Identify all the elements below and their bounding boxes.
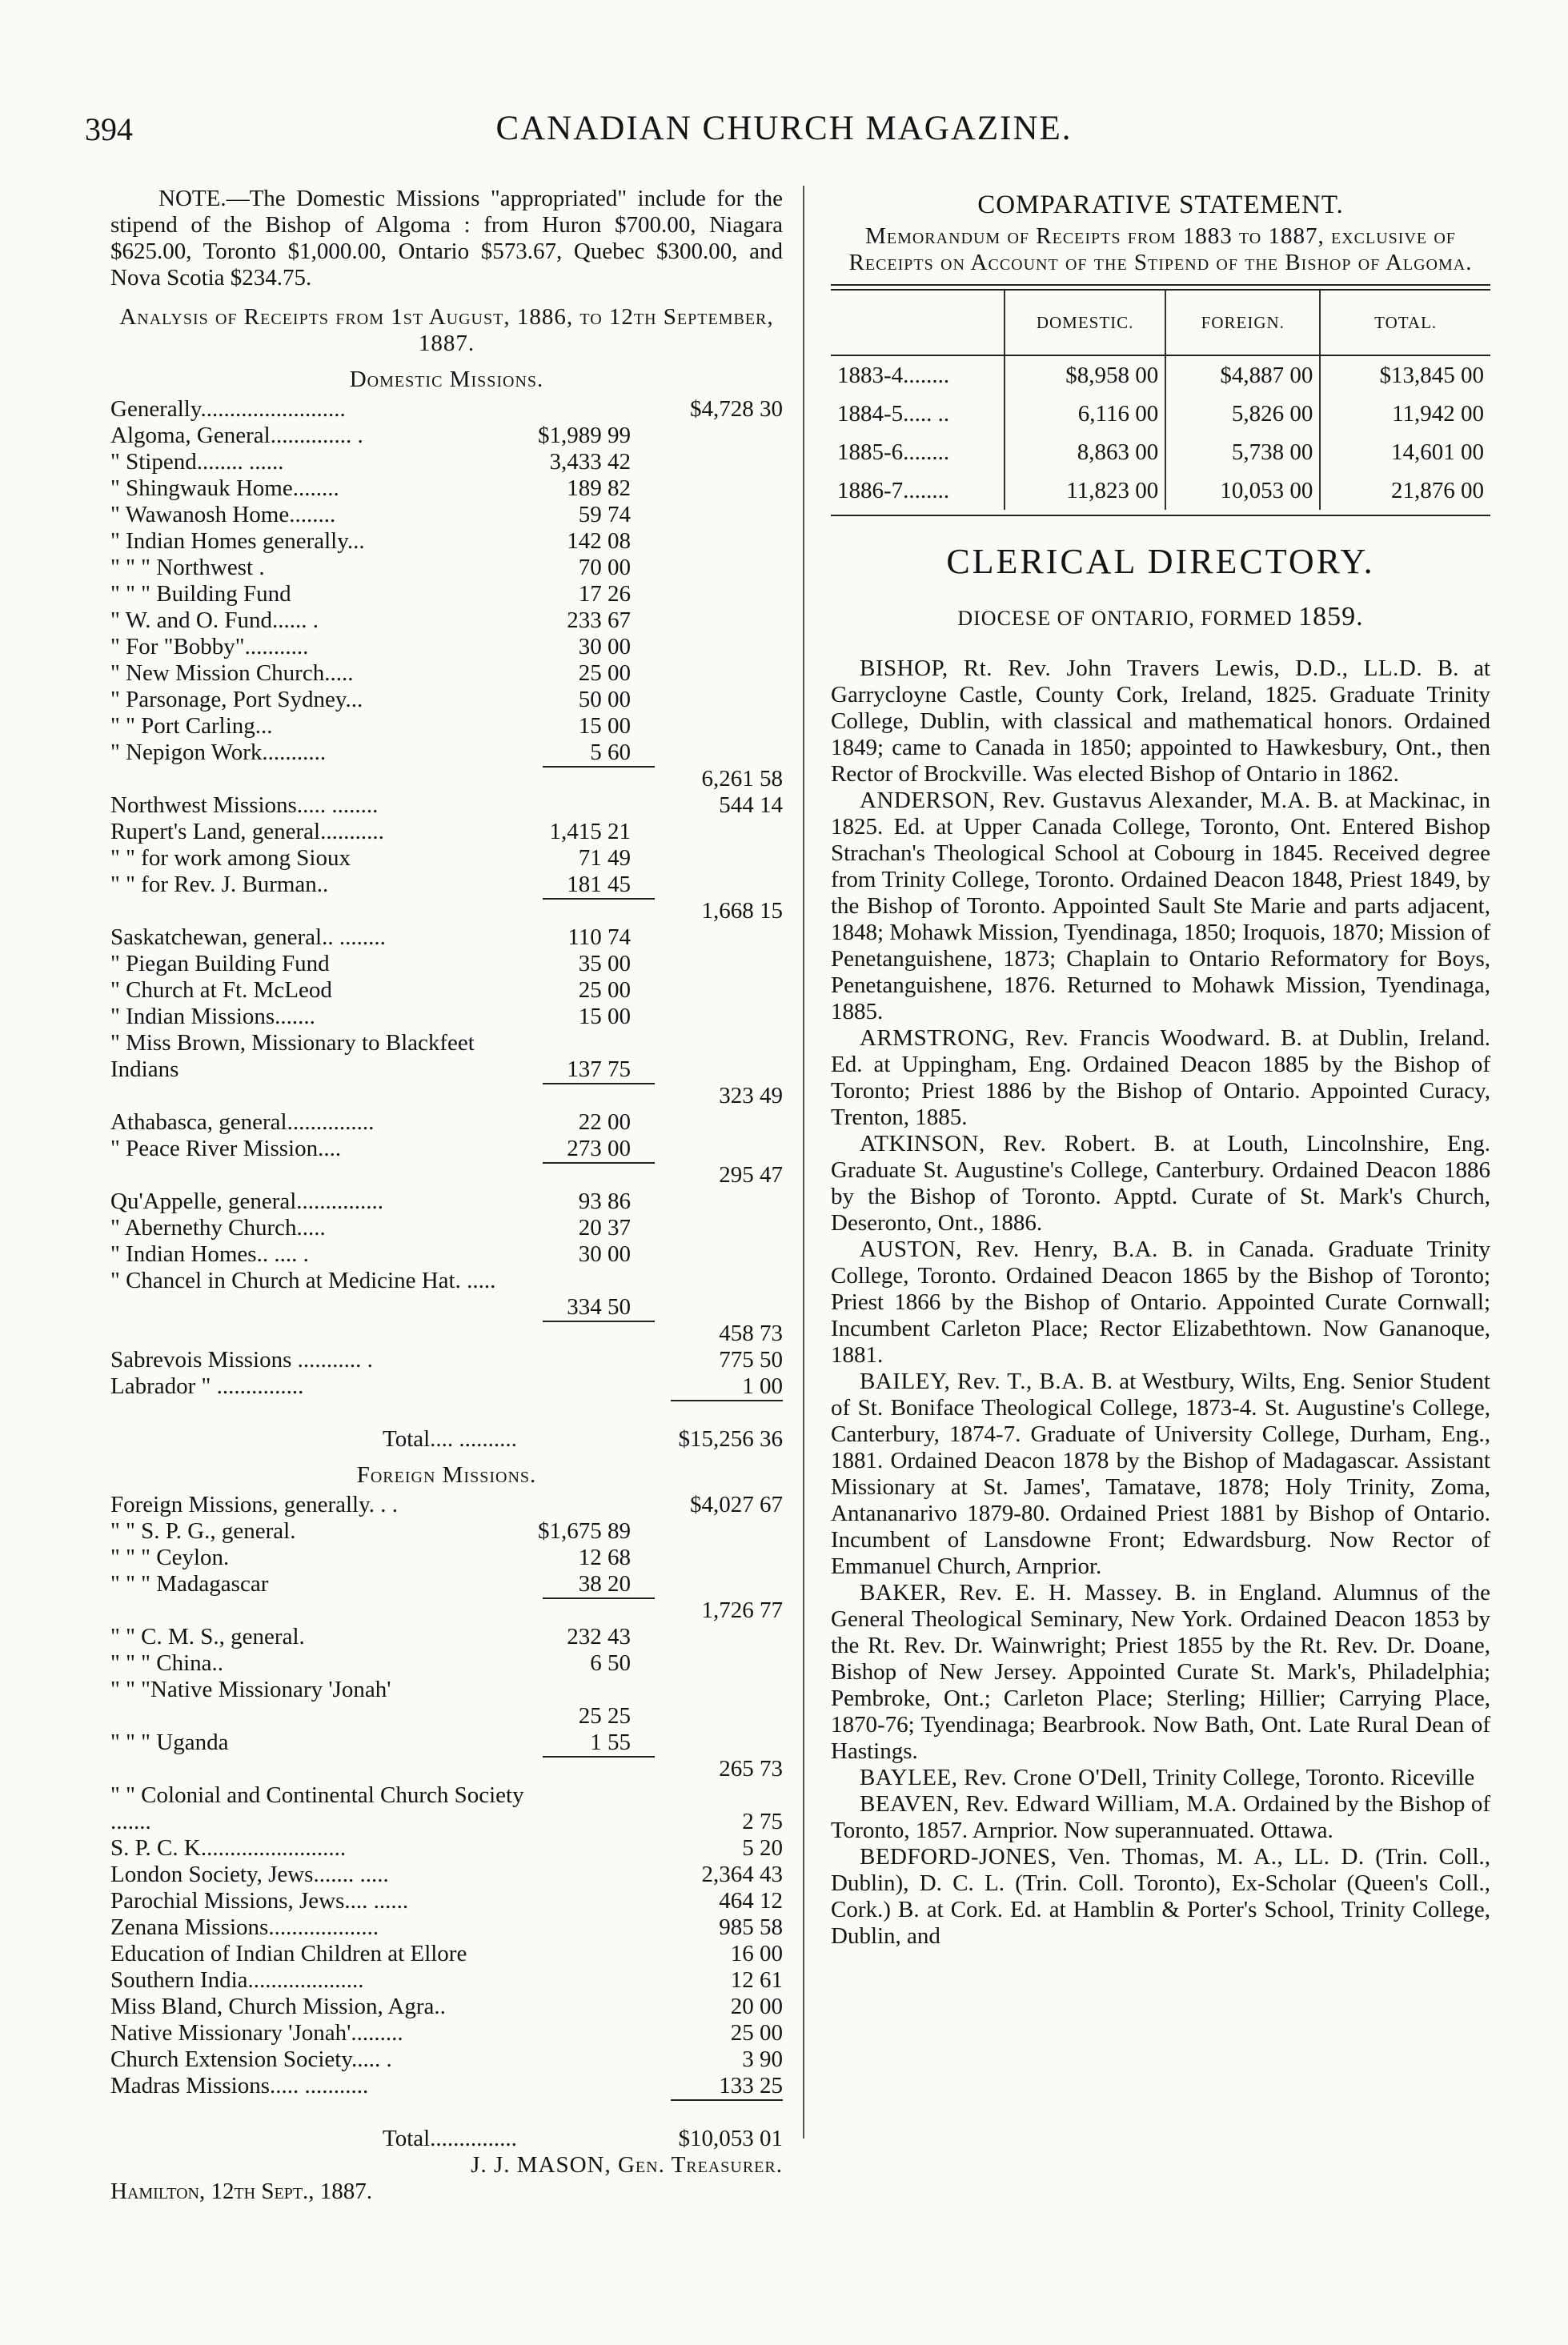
ledger-label: Qu'Appelle, general............... — [110, 1189, 384, 1214]
ledger-label: Madras Missions..... ........... — [110, 2073, 369, 2098]
ledger-label: Generally......................... — [110, 396, 346, 422]
comparative-table-body — [831, 355, 1490, 510]
ledger-item-amount: 17 26 — [578, 581, 631, 607]
ledger-item-amount: 3,433 42 — [549, 449, 631, 475]
ledger-item-amount: 71 49 — [578, 845, 631, 871]
ledger-item-amount: 93 86 — [578, 1189, 631, 1214]
directory-entry — [831, 1369, 1490, 1580]
ledger-item-amount: 137 75 — [567, 1056, 631, 1082]
ledger-label: " " " Ceylon. — [110, 1545, 230, 1570]
ledger-item-amount: 25 00 — [578, 660, 631, 686]
ledger-label: Athabasca, general............... — [110, 1109, 375, 1135]
ledger-row — [110, 1835, 783, 1862]
foreign-cell: 5,738 00 — [1165, 433, 1320, 471]
ledger-subtotal: 458 73 — [719, 1321, 783, 1346]
ledger-row — [110, 1677, 783, 1730]
domestic-total-label: Total.... .......... — [383, 1426, 517, 1452]
ledger-amount: $4,728 30 — [690, 396, 783, 422]
ledger-item-amount: 35 00 — [578, 951, 631, 976]
ledger-label: " Abernethy Church..... — [110, 1215, 326, 1241]
ledger-row — [110, 1030, 783, 1083]
directory-entry — [831, 1237, 1490, 1369]
ledger-amount: 985 58 — [719, 1914, 783, 1940]
table-row — [831, 355, 1490, 395]
ledger-row — [110, 1782, 783, 1835]
ledger-row — [110, 1756, 783, 1782]
subtotal-rule — [543, 766, 655, 768]
year-cell: 1884-5..... .. — [837, 400, 950, 427]
clergy-biography: Trinity College, Toronto. Riceville — [1148, 1765, 1475, 1790]
ledger-row — [110, 687, 783, 713]
ledger-row — [110, 1347, 783, 1373]
ledger-row — [110, 1994, 783, 2020]
clergy-biography: B. at Louth, Lincolnshire, Eng. Graduate St. Augustine's College, Canterbury. Ordained Deacon 1886 by the Bishop of Toronto. Apptd. Curate of St. Mark's Church, Deseronto, Ont., 1886. — [831, 1131, 1490, 1236]
domestic-total-amount: $15,256 36 — [678, 1426, 783, 1452]
total-rule — [671, 1400, 783, 1401]
clergy-name: BEAVEN, Rev. Edward William, M.A. — [860, 1791, 1237, 1817]
table-bottom-rule — [831, 515, 1490, 516]
clergy-biography: B. in Canada. Graduate Trinity College, Toronto. Ordained Deacon 1865 by the Bishop of Toronto; Priest 1866 by the Bishop of Ontario. Appointed Curate Cornwall; Incumbent Carleton Place; Rector Elizabethtown. Now Gananoque, 1881. — [831, 1237, 1490, 1368]
ledger-label: " " " Uganda — [110, 1730, 229, 1755]
domestic-missions-list — [110, 396, 783, 1400]
ledger-amount: 1 00 — [742, 1373, 783, 1399]
ledger-row — [110, 1241, 783, 1268]
ledger-label: " Stipend........ ...... — [110, 449, 284, 475]
clergy-biography: B. at Mackinac, in 1825. Ed. at Upper Canada College, Toronto, Ont. Entered Bishop Strachan's Theological School at Cobourg in 1845. Received degree from Trinity College, Toronto. Ordained Deacon 1848, Priest 1849, by the Bishop of Toronto. Appointed Sault Ste Marie and parts adjacent, 1848; Mohawk Mission, Tyendinaga, 1850; Iroquois, 1870; Mission of Penetanguishene, 1873; Chaplain to Ontario Reformatory for Boys, Penetanguishene, 1876. Returned to Mohawk Mission, Tyendinaga, 1885. — [831, 788, 1490, 1024]
ledger-row — [110, 845, 783, 872]
ledger-item-amount: 30 00 — [578, 1241, 631, 1267]
treasurer-signoff: J. J. MASON, Gen. Treasurer. — [471, 2152, 783, 2178]
ledger-label: Education of Indian Children at Ellore — [110, 1941, 467, 1966]
ledger-item-amount: 142 08 — [567, 528, 631, 554]
ledger-row — [110, 1862, 783, 1888]
total-cell: 14,601 00 — [1320, 433, 1490, 471]
ledger-label: " Wawanosh Home........ — [110, 502, 336, 527]
ledger-amount: 25 00 — [730, 2020, 783, 2046]
ledger-row — [110, 1597, 783, 1624]
directory-entry — [831, 1131, 1490, 1237]
subtotal-rule — [543, 1597, 655, 1599]
ledger-row — [110, 449, 783, 475]
ledger-row — [110, 555, 783, 581]
ledger-row — [110, 1518, 783, 1545]
ledger-row — [110, 1083, 783, 1109]
ledger-label: Native Missionary 'Jonah'......... — [110, 2020, 403, 2046]
foreign-cell: $4,887 00 — [1165, 355, 1320, 395]
ledger-label: " New Mission Church..... — [110, 660, 354, 686]
subtotal-rule — [543, 1162, 655, 1164]
clergy-biography: Ordained by the Bishop of Toronto, 1857. Arnprior. Now superannuated. Ottawa. — [831, 1791, 1491, 1843]
directory-entry — [831, 1765, 1490, 1791]
ledger-label: " Piegan Building Fund — [110, 951, 330, 976]
ledger-item-amount: 15 00 — [578, 1004, 631, 1029]
ledger-subtotal: 323 49 — [719, 1083, 783, 1108]
ledger-amount: 5 20 — [742, 1835, 783, 1861]
diocese-heading — [831, 603, 1490, 631]
directory-entry — [831, 788, 1490, 1025]
ledger-amount: 2 75 — [742, 1809, 783, 1834]
directory-entry — [831, 1844, 1490, 1950]
left-column — [110, 186, 783, 2205]
ledger-subtotal: 1,668 15 — [701, 898, 783, 924]
domestic-cell: 11,823 00 — [1005, 471, 1165, 510]
note-paragraph: NOTE.—The Domestic Missions "appropriated" include for the stipend of the Bishop of Algoma : from Huron $700.00, Niagara $625.00, Toronto $1,000.00, Ontario $573.67, Quebec $300.00, and Nova Scotia $234.75. — [110, 186, 783, 291]
ledger-amount: 464 12 — [719, 1888, 783, 1914]
diocese-text: DIOCESE OF ONTARIO, FORMED — [957, 607, 1299, 630]
diocese-year: 1859. — [1298, 602, 1364, 631]
ledger-row — [110, 977, 783, 1004]
signoff-place-date: Hamilton, 12th Sept., 1887. — [110, 2179, 373, 2204]
ledger-row — [110, 1730, 783, 1756]
clergy-biography: B. at Dublin, Ireland. Ed. at Uppingham, Eng. Ordained Deacon 1885 by the Bishop of Toronto; Priest 1886 by the Bishop of Ontario. Appointed Curacy, Trenton, 1885. — [831, 1025, 1490, 1130]
comparative-statement-title: COMPARATIVE STATEMENT. — [977, 190, 1344, 219]
ledger-label: " " for work among Sioux — [110, 845, 351, 871]
ledger-row — [110, 713, 783, 740]
table-row — [831, 433, 1490, 471]
header-domestic: DOMESTIC. — [1005, 291, 1165, 355]
ledger-label: " " Colonial and Continental Church Society ....... — [110, 1782, 524, 1834]
ledger-amount: 3 90 — [742, 2046, 783, 2072]
foreign-total-rule-row — [110, 2099, 783, 2126]
header-foreign: FOREIGN. — [1165, 291, 1320, 355]
ledger-label: Algoma, General.............. . — [110, 423, 363, 448]
comparative-memo: Memorandum of Receipts from 1883 to 1887, exclusive of Receipts on Account of the Stipend of the Bishop of Algoma. — [848, 223, 1473, 275]
ledger-amount: 12 61 — [730, 1967, 783, 1993]
ledger-label: S. P. C. K......................... — [110, 1835, 347, 1861]
ledger-item-amount: 15 00 — [578, 713, 631, 739]
ledger-amount: 544 14 — [719, 792, 783, 818]
domestic-cell: 8,863 00 — [1005, 433, 1165, 471]
clergy-biography: B. in England. Alumnus of the General Theological Seminary, New York. Ordained Deacon 1853 by the Rt. Rev. Dr. Wainwright; Priest 1855 by the Rt. Rev. Dr. Doane, Bishop of New Jersey. Appointed Curate St. Mark's, Philadelphia; Pembroke, Ont.; Carleton Place; Sterling; Hillier; Carrying Place, 1870-76; Tyendinaga; Bearbrook. Now Bath, Ont. Late Rural Dean of Hastings. — [831, 1580, 1490, 1764]
subtotal-rule — [543, 898, 655, 900]
directory-entry — [831, 1791, 1490, 1844]
ledger-row — [110, 1215, 783, 1241]
year-cell: 1885-6........ — [837, 439, 950, 465]
ledger-item-amount: 334 50 — [567, 1294, 631, 1320]
ledger-amount: 20 00 — [730, 1994, 783, 2019]
ledger-label: " " C. M. S., general. — [110, 1624, 305, 1650]
ledger-row — [110, 740, 783, 766]
ledger-label: " For "Bobby"........... — [110, 634, 309, 659]
ledger-amount: $4,027 67 — [690, 1492, 783, 1517]
ledger-label: " Indian Missions....... — [110, 1004, 315, 1029]
ledger-row — [110, 1914, 783, 1941]
ledger-label: Southern India.................... — [110, 1967, 364, 1993]
ledger-row — [110, 528, 783, 555]
ledger-item-amount: 181 45 — [567, 872, 631, 897]
ledger-subtotal: 295 47 — [719, 1162, 783, 1188]
ledger-item-amount: 38 20 — [578, 1571, 631, 1597]
ledger-row — [110, 1321, 783, 1347]
ledger-row — [110, 819, 783, 845]
subtotal-rule — [543, 1756, 655, 1758]
foreign-missions-heading: Foreign Missions. — [356, 1462, 537, 1488]
page-title: CANADIAN CHURCH MAGAZINE. — [495, 110, 1073, 147]
ledger-row — [110, 1162, 783, 1189]
table-header-row — [831, 291, 1490, 355]
ledger-row — [110, 951, 783, 977]
clergy-biography: (Trin. Coll., Dublin), D. C. L. (Trin. Coll. Toronto), Ex-Scholar (Queen's Coll., Cork.) B. at Cork. Ed. at Hamblin & Porter's School, Trinity College, Dublin, and — [831, 1844, 1490, 1949]
year-cell: 1886-7........ — [837, 477, 950, 503]
header-total: TOTAL. — [1320, 291, 1490, 355]
ledger-amount: 2,364 43 — [701, 1862, 783, 1887]
ledger-row — [110, 1189, 783, 1215]
ledger-row — [110, 766, 783, 792]
clergy-name: BAKER, Rev. E. H. Massey. — [860, 1580, 1163, 1605]
ledger-label: " " " Madagascar — [110, 1571, 269, 1597]
ledger-label: Miss Bland, Church Mission, Agra.. — [110, 1994, 446, 2019]
ledger-label: Sabrevois Missions ........... . — [110, 1347, 373, 1373]
clergy-biography: B. at Garrycloyne Castle, County Cork, Ireland, 1825. Graduate Trinity College, Dublin, with classical and mathematical honors. Ordained 1849; came to Canada in 1850; appointed to Hawkesbury, Ont., then Rector of Brockville. Was elected Bishop of Ontario in 1862. — [831, 655, 1490, 787]
foreign-missions-list — [110, 1492, 783, 2099]
ledger-item-amount: 50 00 — [578, 687, 631, 712]
ledger-row — [110, 581, 783, 607]
foreign-total-label: Total............... — [383, 2126, 517, 2151]
ledger-item-amount: $1,675 89 — [538, 1518, 631, 1544]
right-column — [831, 186, 1490, 1950]
ledger-row — [110, 1624, 783, 1650]
domestic-cell: 6,116 00 — [1005, 395, 1165, 433]
ledger-item-amount: 189 82 — [567, 475, 631, 501]
ledger-label: " Miss Brown, Missionary to Blackfeet Indians — [110, 1030, 475, 1082]
ledger-item-amount: $1,989 99 — [538, 423, 631, 448]
foreign-cell: 5,826 00 — [1165, 395, 1320, 433]
year-cell: 1883-4........ — [837, 362, 950, 388]
clergy-name: BISHOP, Rt. Rev. John Travers Lewis, D.D., LL.D. — [860, 655, 1423, 681]
ledger-row — [110, 1373, 783, 1400]
ledger-row — [110, 898, 783, 924]
ledger-item-amount: 22 00 — [578, 1109, 631, 1135]
ledger-amount: 16 00 — [730, 1941, 783, 1966]
total-cell: 11,942 00 — [1320, 395, 1490, 433]
ledger-label: " " " Building Fund — [110, 581, 291, 607]
directory-entry — [831, 655, 1490, 788]
ledger-label: Foreign Missions, generally. . . — [110, 1492, 398, 1517]
clerical-directory-title: CLERICAL DIRECTORY. — [946, 542, 1375, 581]
domestic-cell: $8,958 00 — [1005, 355, 1165, 395]
ledger-item-amount: 233 67 — [567, 607, 631, 633]
domestic-total-row — [110, 1426, 783, 1453]
clergy-name: ANDERSON, Rev. Gustavus Alexander, M.A. — [860, 788, 1311, 813]
year-header — [831, 291, 1005, 355]
table-row — [831, 395, 1490, 433]
ledger-item-amount: 25 00 — [578, 977, 631, 1003]
foreign-total-amount: $10,053 01 — [678, 2126, 783, 2151]
ledger-item-amount: 232 43 — [567, 1624, 631, 1650]
ledger-label: " " " China.. — [110, 1650, 224, 1676]
ledger-row — [110, 660, 783, 687]
clergy-name: ATKINSON, Rev. Robert. — [860, 1131, 1137, 1156]
ledger-row — [110, 872, 783, 898]
domestic-missions-heading: Domestic Missions. — [349, 367, 544, 392]
total-cell: 21,876 00 — [1320, 471, 1490, 510]
total-cell: $13,845 00 — [1320, 355, 1490, 395]
ledger-label: Rupert's Land, general........... — [110, 819, 384, 844]
ledger-item-amount: 30 00 — [578, 634, 631, 659]
ledger-label: " Indian Homes generally... — [110, 528, 365, 554]
ledger-label: " " Port Carling... — [110, 713, 273, 739]
ledger-label: London Society, Jews....... ..... — [110, 1862, 389, 1887]
ledger-item-amount: 1,415 21 — [549, 819, 631, 844]
clergy-biography: B. at Westbury, Wilts, Eng. Senior Student of St. Boniface Theological College, 1873-4. St. Augustine's College, Canterbury, 1874-7. Graduate of University College, Durham, Eng., 1881. Ordained Deacon 1878 by the Bishop of Madagascar. Assistant Missionary at St. James', Tamatave, 1878; Holy Trinity, Zoma, Antananarivo 1879-80. Ordained Priest 1881 by Bishop of Ontario. Incumbent of Lansdowne Front; Edwardsburg. Now Rector of Emmanuel Church, Arnprior. — [831, 1369, 1490, 1579]
ledger-row — [110, 1109, 783, 1136]
clergy-name: ARMSTRONG, Rev. Francis Woodward. — [860, 1025, 1271, 1051]
ledger-label: " Chancel in Church at Medicine Hat. ..... — [110, 1268, 496, 1293]
ledger-row — [110, 2020, 783, 2046]
ledger-row — [110, 1650, 783, 1677]
ledger-subtotal: 6,261 58 — [701, 766, 783, 792]
comparative-table — [831, 291, 1490, 510]
subtotal-rule — [543, 1321, 655, 1322]
ledger-row — [110, 423, 783, 449]
ledger-label: " Shingwauk Home........ — [110, 475, 339, 501]
subtotal-rule — [543, 1083, 655, 1084]
analysis-heading: Analysis of Receipts from 1st August, 1886, to 12th September, 1887. — [119, 304, 774, 356]
ledger-item-amount: 12 68 — [578, 1545, 631, 1570]
ledger-item-amount: 25 25 — [578, 1703, 631, 1729]
ledger-row — [110, 607, 783, 634]
table-top-rule — [831, 284, 1490, 291]
directory-entries — [831, 655, 1490, 1950]
ledger-label: " Peace River Mission.... — [110, 1136, 342, 1161]
ledger-row — [110, 2073, 783, 2099]
ledger-label: Northwest Missions..... ........ — [110, 792, 379, 818]
clergy-name: BAILEY, Rev. T., B.A. — [860, 1369, 1085, 1394]
ledger-label: " " "Native Missionary 'Jonah' — [110, 1677, 391, 1702]
ledger-row — [110, 1268, 783, 1321]
foreign-cell: 10,053 00 — [1165, 471, 1320, 510]
ledger-label: Saskatchewan, general.. ........ — [110, 924, 386, 950]
ledger-row — [110, 792, 783, 819]
ledger-row — [110, 1545, 783, 1571]
ledger-row — [110, 634, 783, 660]
ledger-row — [110, 1941, 783, 1967]
ledger-row — [110, 1004, 783, 1030]
ledger-row — [110, 924, 783, 951]
column-divider — [803, 186, 804, 2139]
ledger-label: Labrador " ............... — [110, 1373, 304, 1399]
ledger-label: " Indian Homes.. .... . — [110, 1241, 309, 1267]
ledger-label: " " " Northwest . — [110, 555, 265, 580]
ledger-label: " Nepigon Work........... — [110, 740, 327, 765]
ledger-item-amount: 110 74 — [567, 924, 631, 950]
ledger-row — [110, 396, 783, 423]
ledger-item-amount: 59 74 — [578, 502, 631, 527]
table-row — [831, 471, 1490, 510]
ledger-row — [110, 1888, 783, 1914]
directory-entry — [831, 1580, 1490, 1765]
clergy-name: BEDFORD-JONES, Ven. Thomas, M. A., LL. D. — [860, 1844, 1365, 1870]
ledger-row — [110, 1136, 783, 1162]
ledger-label: Parochial Missions, Jews.... ...... — [110, 1888, 409, 1914]
domestic-total-rule-row — [110, 1400, 783, 1426]
ledger-label: " Church at Ft. McLeod — [110, 977, 332, 1003]
foreign-total-row — [110, 2126, 783, 2152]
ledger-subtotal: 265 73 — [719, 1756, 783, 1782]
total-rule — [671, 2099, 783, 2101]
ledger-subtotal: 1,726 77 — [701, 1597, 783, 1623]
ledger-row — [110, 1571, 783, 1597]
ledger-item-amount: 20 37 — [578, 1215, 631, 1241]
ledger-label: Zenana Missions................... — [110, 1914, 379, 1940]
ledger-row — [110, 1967, 783, 1994]
ledger-amount: 775 50 — [719, 1347, 783, 1373]
ledger-label: " Parsonage, Port Sydney... — [110, 687, 363, 712]
ledger-row — [110, 475, 783, 502]
ledger-item-amount: 6 50 — [590, 1650, 631, 1676]
ledger-label: " W. and O. Fund...... . — [110, 607, 319, 633]
clergy-name: AUSTON, Rev. Henry, B.A. — [860, 1237, 1158, 1262]
ledger-item-amount: 1 55 — [590, 1730, 631, 1755]
directory-entry — [831, 1025, 1490, 1131]
ledger-label: " " S. P. G., general. — [110, 1518, 296, 1544]
ledger-label: Church Extension Society..... . — [110, 2046, 392, 2072]
page-number: 394 — [85, 111, 133, 147]
clergy-name: BAYLEE, Rev. Crone O'Dell, — [860, 1765, 1149, 1790]
ledger-row — [110, 502, 783, 528]
ledger-label: " " for Rev. J. Burman.. — [110, 872, 329, 897]
ledger-item-amount: 273 00 — [567, 1136, 631, 1161]
ledger-amount: 133 25 — [719, 2073, 783, 2098]
ledger-row — [110, 1492, 783, 1518]
ledger-item-amount: 5 60 — [590, 740, 631, 765]
ledger-item-amount: 70 00 — [578, 555, 631, 580]
ledger-row — [110, 2046, 783, 2073]
